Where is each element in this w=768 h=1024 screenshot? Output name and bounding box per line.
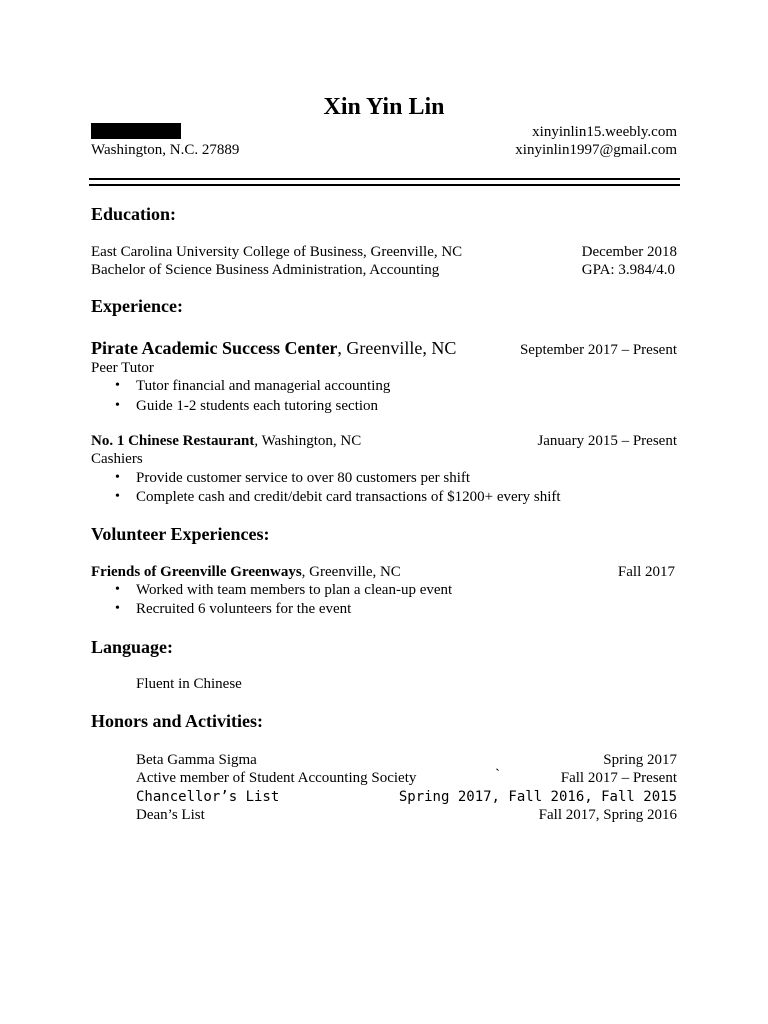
education-heading: Education: <box>91 204 177 224</box>
bullet-glyph: • <box>115 470 120 485</box>
volunteer-heading: Volunteer Experiences: <box>91 524 270 544</box>
resume-name: Xin Yin Lin <box>323 94 445 120</box>
bullet-glyph: • <box>115 398 120 413</box>
bullet-text: Complete cash and credit/debit card transactions of $1200+ every shift <box>136 489 561 505</box>
website-link[interactable]: xinyinlin15.weebly.com <box>532 124 677 140</box>
education-school: East Carolina University College of Business, Greenville, NC <box>91 244 463 260</box>
job-2-org-line <box>91 432 361 450</box>
language-heading: Language: <box>91 637 174 657</box>
address: Washington, N.C. 27889 <box>91 142 240 158</box>
job-1-location: , Greenville, NC <box>337 338 457 358</box>
job-2-title: Cashiers <box>91 451 143 467</box>
bullet-text: Provide customer service to over 80 customers per shift <box>136 470 471 486</box>
volunteer-org: Friends of Greenville Greenways <box>91 564 302 580</box>
job-1-org-line <box>91 338 456 359</box>
language-text: Fluent in Chinese <box>136 676 242 692</box>
bullet-glyph: • <box>115 378 120 393</box>
honor-3-date: Spring 2017, Fall 2016, Fall 2015 <box>398 789 677 805</box>
bullet-text: Recruited 6 volunteers for the event <box>136 601 352 617</box>
honor-1-label: Beta Gamma Sigma <box>136 752 257 768</box>
job-1-org: Pirate Academic Success Center <box>91 338 338 358</box>
volunteer-date: Fall 2017 <box>617 564 675 580</box>
honors-heading: Honors and Activities: <box>91 711 264 731</box>
header-divider-bottom <box>89 184 680 186</box>
bullet-text: Guide 1-2 students each tutoring section <box>136 398 379 414</box>
header-divider-top <box>89 178 680 180</box>
honor-2-date: Fall 2017 – Present <box>560 770 677 786</box>
honor-1-date: Spring 2017 <box>603 752 677 768</box>
job-1-date: September 2017 – Present <box>519 342 677 358</box>
honor-4-date: Fall 2017, Spring 2016 <box>538 807 677 823</box>
honor-2-label: Active member of Student Accounting Society <box>136 770 417 786</box>
job-2-org: No. 1 Chinese Restaurant <box>91 433 255 449</box>
email-link[interactable]: xinyinlin1997@gmail.com <box>515 142 677 158</box>
redacted-phone-block <box>91 123 181 139</box>
job-2-date: January 2015 – Present <box>537 433 677 449</box>
job-1-title: Peer Tutor <box>91 360 154 376</box>
volunteer-org-line <box>91 563 401 581</box>
honor-3-label: Chancellor’s List <box>136 789 280 805</box>
bullet-glyph: • <box>115 601 120 616</box>
job-2-location: , Washington, NC <box>254 433 362 449</box>
experience-heading: Experience: <box>91 296 183 316</box>
education-gpa: GPA: 3.984/4.0 <box>581 262 675 278</box>
education-date: December 2018 <box>581 244 677 260</box>
stray-backtick: ` <box>495 767 500 783</box>
bullet-text: Worked with team members to plan a clean-up event <box>136 582 453 598</box>
volunteer-location: , Greenville, NC <box>301 564 401 580</box>
honor-4-label: Dean’s List <box>136 807 205 823</box>
bullet-text: Tutor financial and managerial accounting <box>136 378 391 394</box>
bullet-glyph: • <box>115 582 120 597</box>
education-degree: Bachelor of Science Business Administration, Accounting <box>91 262 440 278</box>
bullet-glyph: • <box>115 489 120 504</box>
